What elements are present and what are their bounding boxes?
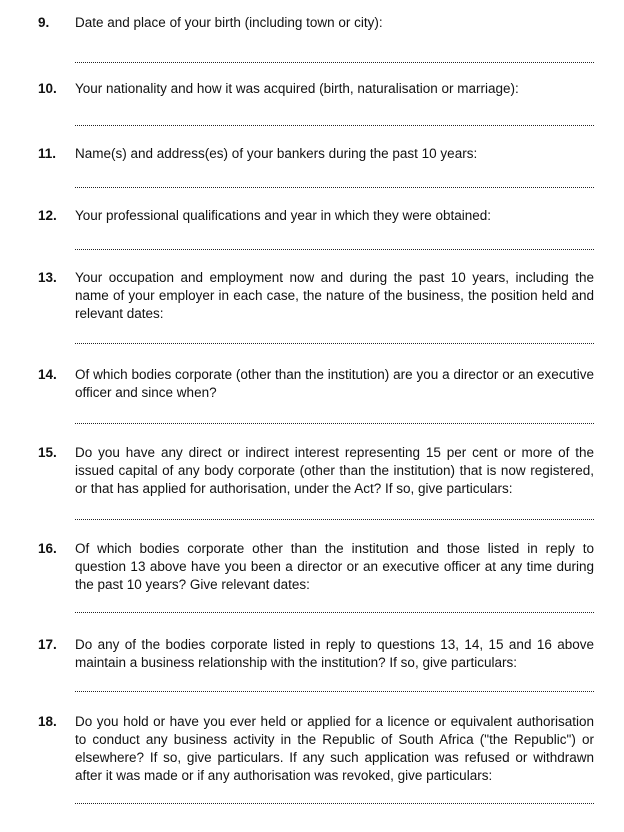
answer-line[interactable]	[75, 341, 594, 344]
answer-line[interactable]	[75, 517, 594, 520]
question-number: 12.	[38, 208, 57, 223]
answer-line[interactable]	[75, 801, 594, 804]
answer-line[interactable]	[75, 610, 594, 613]
question-number: 9.	[38, 15, 50, 30]
question-text: Do any of the bodies corporate listed in reply to questions 13, 14, 15 and 16 above maintain a business relationship with the institution? If so, give particulars:	[75, 637, 594, 670]
question-text: Do you have any direct or indirect interest representing 15 per cent or more of the issued capital of any body corporate (other than the institution) that is now registered, or that has applied for authorisation, under the Act? If so, give particulars:	[75, 445, 594, 496]
question-text: Name(s) and address(es) of your bankers during the past 10 years:	[75, 146, 478, 161]
question-text: Your professional qualifications and year in which they were obtained:	[75, 208, 492, 223]
question-text: Do you hold or have you ever held or applied for a licence or equivalent authorisation to conduct any business activity in the Republic of South Africa ("the Republic") or elsewhere? If so, give particulars. If any such application was refused or withdrawn after it was made or if any authorisation was revoked, give particulars:	[75, 714, 594, 783]
question-number: 15.	[38, 445, 57, 460]
answer-line[interactable]	[75, 689, 594, 692]
question-number: 18.	[38, 714, 57, 729]
question-text: Date and place of your birth (including town or city):	[75, 15, 383, 30]
answer-line[interactable]	[75, 123, 594, 126]
question-number: 10.	[38, 81, 57, 96]
answer-line[interactable]	[75, 421, 594, 424]
question-number: 17.	[38, 637, 57, 652]
question-text: Of which bodies corporate (other than the institution) are you a director or an executive officer and since when?	[75, 367, 594, 400]
question-text: Of which bodies corporate other than the institution and those listed in reply to question 13 above have you been a director or an executive officer at any time during the past 10 years? Give relevant dates:	[75, 541, 594, 592]
answer-line[interactable]	[75, 185, 594, 188]
question-text: Your occupation and employment now and during the past 10 years, including the name of your employer in each case, the nature of the business, the position held and relevant dates:	[75, 270, 594, 321]
answer-line[interactable]	[75, 60, 594, 63]
question-number: 16.	[38, 541, 57, 556]
question-number: 13.	[38, 270, 57, 285]
question-number: 14.	[38, 367, 57, 382]
answer-line[interactable]	[75, 247, 594, 250]
question-number: 11.	[38, 146, 57, 161]
question-text: Your nationality and how it was acquired (birth, naturalisation or marriage):	[75, 81, 519, 96]
